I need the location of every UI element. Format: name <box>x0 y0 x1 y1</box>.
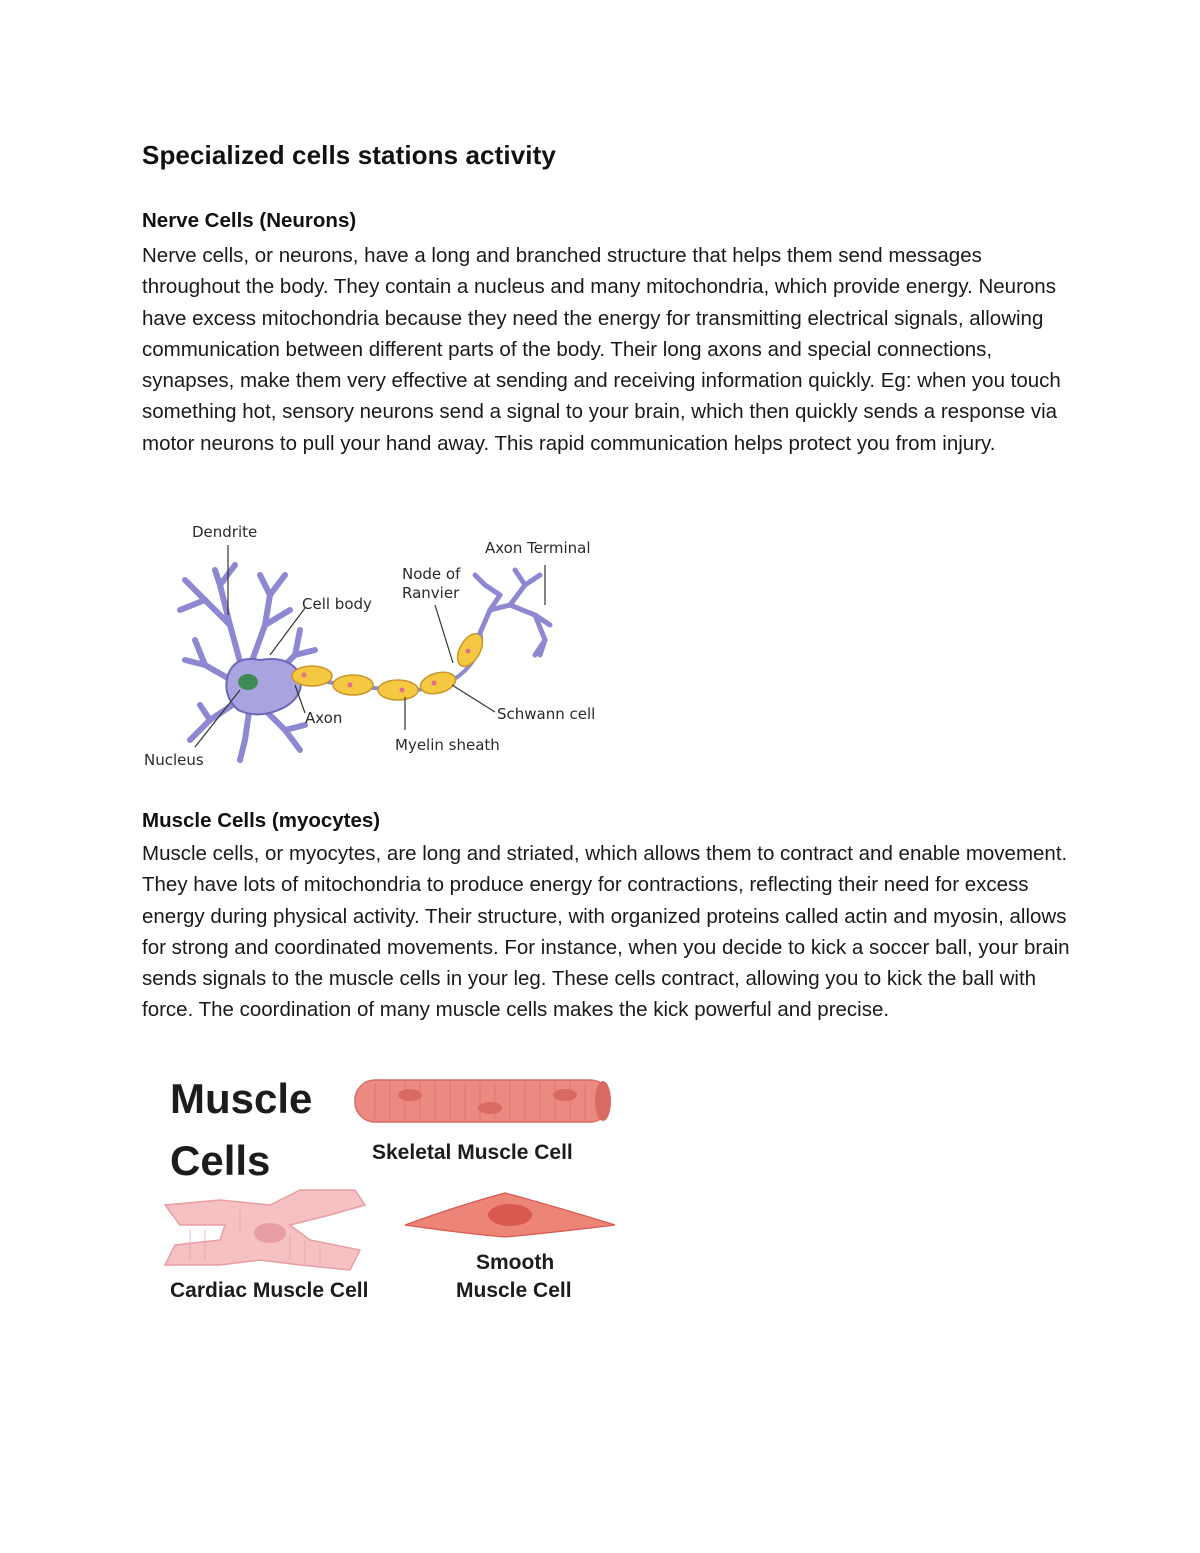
label-cell-body: Cell body <box>302 595 372 613</box>
label-node-of-ranvier-1: Node of <box>402 565 461 583</box>
myelin-dot <box>466 649 471 654</box>
skeletal-nucleus <box>398 1089 422 1101</box>
neuron-illustration <box>140 515 610 775</box>
muscle-cells-illustration <box>160 1065 630 1310</box>
myelin-segment <box>378 680 418 700</box>
skeletal-nucleus <box>478 1102 502 1114</box>
label-axon-terminal: Axon Terminal <box>485 539 591 557</box>
label-myelin-sheath: Myelin sheath <box>395 736 500 754</box>
myelin-segment <box>418 669 458 698</box>
myelin-dot <box>348 683 353 688</box>
smooth-nucleus <box>488 1204 532 1226</box>
neuron-diagram <box>140 515 610 775</box>
muscle-heading: Muscle Cells (myocytes) <box>142 809 381 832</box>
smooth-muscle-cell <box>405 1193 615 1237</box>
label-axon: Axon <box>305 709 343 727</box>
cardiac-nucleus <box>254 1223 286 1243</box>
neurons-heading: Nerve Cells (Neurons) <box>142 209 357 232</box>
label-node-of-ranvier-2: Ranvier <box>402 584 460 602</box>
cell-body <box>226 659 301 714</box>
muscle-cells-diagram <box>160 1065 630 1310</box>
skeletal-nucleus <box>553 1089 577 1101</box>
label-smooth-line2: Muscle Cell <box>456 1279 572 1302</box>
muscle-title-line1: Muscle <box>170 1075 313 1122</box>
muscle-title-line2: Cells <box>170 1137 271 1184</box>
nucleus <box>238 674 258 690</box>
cardiac-muscle-cell <box>165 1190 365 1270</box>
myelin-segment <box>292 666 332 686</box>
label-skeletal-muscle-cell: Skeletal Muscle Cell <box>372 1141 573 1164</box>
neurons-paragraph: Nerve cells, or neurons, have a long and branched structure that helps them send messages throughout the body. They contain a nucleus and many mitochondria, which provide energy. Neurons have excess mitochondria because they need the energy for transmitting electrical signals, allowing communication between different parts of the body. Their long axons and special connections, synapses, make them very effective at sending and receiving information quickly. Eg: when you touch something hot, sensory neurons send a signal to your brain, which then quickly sends a response via motor neurons to pull your hand away. This rapid communication helps protect you from injury. <box>142 244 1061 455</box>
myelin-dot <box>302 673 307 678</box>
axon-terminal-branches <box>475 570 550 655</box>
myelin-segment <box>333 675 373 695</box>
label-smooth-line1: Smooth <box>476 1251 555 1274</box>
label-schwann-cell: Schwann cell <box>497 705 596 723</box>
myelin-dot <box>400 688 405 693</box>
skeletal-muscle-cell <box>355 1080 611 1122</box>
label-nucleus: Nucleus <box>144 751 204 769</box>
skeletal-cell-end <box>595 1081 611 1121</box>
label-cardiac-muscle-cell: Cardiac Muscle Cell <box>170 1279 369 1302</box>
label-dendrite: Dendrite <box>192 523 258 541</box>
skeletal-cell-body <box>355 1080 610 1122</box>
page-title: Specialized cells stations activity <box>142 140 556 170</box>
myelin-dot <box>432 681 437 686</box>
muscle-paragraph: Muscle cells, or myocytes, are long and striated, which allows them to contract and enable movement. They have lots of mitochondria to produce energy for contractions, reflecting their need for excess energy during physical activity. Their structure, with organized proteins called actin and myosin, allows for strong and coordinated movements. For instance, when you decide to kick a soccer ball, your brain sends signals to the muscle cells in your leg. These cells contract, allowing you to kick the ball with force. The coordination of many muscle cells makes the kick powerful and precise. <box>142 842 1070 1022</box>
